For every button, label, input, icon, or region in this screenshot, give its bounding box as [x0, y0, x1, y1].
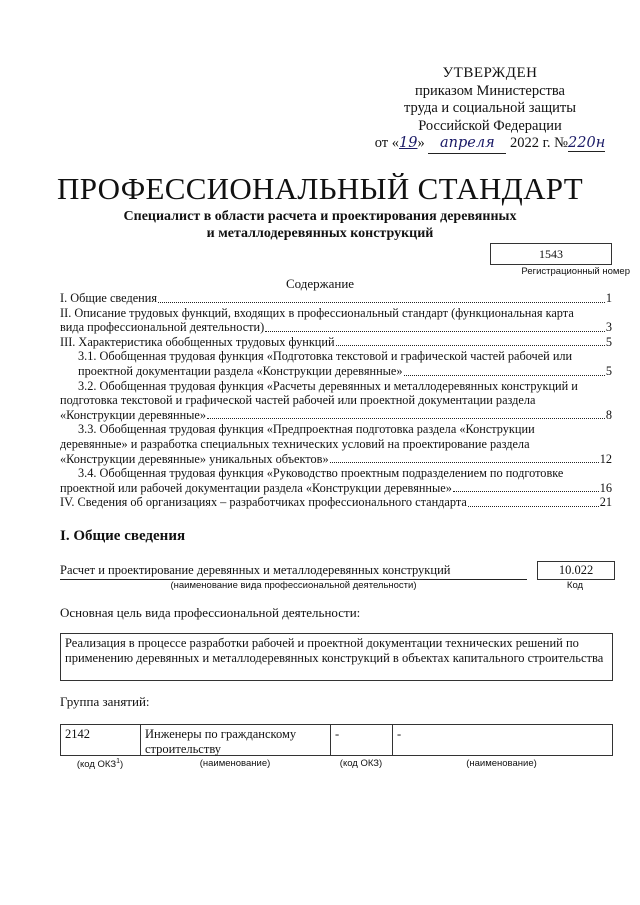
- activity-code-caption: Код: [566, 580, 584, 591]
- approval-line-ministry: труда и социальной защиты: [404, 100, 576, 116]
- toc-item-text-cont: проектной документации раздела «Конструкции деревянные»: [78, 363, 403, 378]
- activity-code-box: 10.022: [537, 561, 615, 580]
- toc-item-page: 8: [605, 407, 612, 422]
- toc-item-text-cont: проектной или рабочей документации раздела «Конструкции деревянные»: [60, 480, 452, 495]
- toc-heading: Содержание: [285, 276, 355, 291]
- subtitle-line-2: и металлодеревянных конструкций: [206, 226, 434, 241]
- toc-item-text: II. Описание трудовых функций, входящих в профессиональный стандарт (функциональная карта: [60, 305, 574, 320]
- document-title: ПРОФЕССИОНАЛЬНЫЙ СТАНДАРТ: [57, 171, 583, 206]
- toc-item-page: 21: [599, 495, 612, 510]
- section-heading: I. Общие сведения: [60, 528, 186, 544]
- activity-name-caption: (наименование вида профессиональной деятельности): [170, 580, 417, 591]
- toc-item-text: I. Общие сведения: [60, 291, 157, 305]
- group-label: Группа занятий:: [60, 694, 150, 709]
- approval-line-country: Российской Федерации: [418, 117, 562, 134]
- toc-item-text: IV. Сведения об организациях – разработчиках профессионального стандарта: [60, 495, 467, 510]
- toc-item-page: 12: [599, 451, 612, 466]
- toc-item-text-2: подготовка текстовой и графической частей рабочей или проектной документации раздела: [60, 393, 536, 408]
- toc-leader: [453, 491, 599, 492]
- toc-item-text: 3.4. Обобщенная трудовая функция «Руководство проектным подразделением по подготовке: [78, 466, 564, 481]
- toc-item-page: 16: [599, 480, 612, 495]
- approval-date-line: [370, 135, 610, 154]
- document-subtitle: [60, 208, 580, 242]
- caption-okz-code-1: [60, 758, 140, 770]
- approval-block: [370, 65, 610, 154]
- goal-label: Основная цель вида профессиональной деятельности:: [60, 605, 361, 620]
- toc-item-3-4: [60, 466, 612, 495]
- occupation-name-1: Инженеры по гражданскому строительству: [141, 725, 331, 755]
- registration-number-label: Регистрационный номер: [521, 266, 630, 277]
- date-mid: »: [417, 135, 425, 151]
- toc-item-3-1: [60, 349, 612, 378]
- toc-item-text-cont: вида профессиональной деятельности): [60, 320, 265, 335]
- date-day: 19: [399, 135, 418, 151]
- toc-item-page: 1: [605, 291, 612, 305]
- toc-item-text: III. Характеристика обобщенных трудовых функций: [60, 334, 335, 349]
- toc-item-text-cont: «Конструкции деревянные»: [60, 407, 207, 422]
- caption-text-end: ): [119, 759, 124, 771]
- caption-okz-code-2: (код ОКЗ): [339, 758, 383, 769]
- date-month: апреля: [428, 135, 506, 154]
- caption-text: (код ОКЗ: [76, 759, 117, 771]
- toc-item-3-2: [60, 379, 612, 423]
- okz-code-2: -: [331, 725, 393, 755]
- toc-leader: [330, 462, 599, 463]
- toc-item-page: 3: [605, 320, 612, 335]
- toc-leader: [468, 506, 599, 507]
- toc-item-page: 5: [605, 363, 612, 378]
- toc-item-2: [60, 306, 612, 335]
- approval-line-order: приказом Министерства: [415, 82, 565, 99]
- date-prefix: от «: [374, 135, 400, 151]
- table-of-contents: [60, 291, 612, 510]
- toc-leader: [207, 418, 605, 419]
- toc-item-3: [60, 335, 612, 350]
- occupation-name-2: -: [397, 727, 402, 741]
- okz-code-1: 2142: [61, 725, 141, 755]
- toc-leader: [336, 345, 605, 346]
- toc-item-text: 3.1. Обобщенная трудовая функция «Подготовка текстовой и графической частей рабочей или: [78, 349, 573, 364]
- toc-item-1: [60, 291, 612, 306]
- caption-occupation-name-1: (наименование): [199, 758, 271, 769]
- caption-occupation-name-2: (наименование): [466, 758, 537, 769]
- toc-item-text-2: деревянные» и разработка специальных технических условий на проектирование раздела: [60, 436, 530, 451]
- toc-item-text: 3.2. Обобщенная трудовая функция «Расчеты деревянных и металлодеревянных конструкций и: [78, 378, 578, 393]
- goal-box: [60, 633, 613, 681]
- toc-leader: [404, 375, 605, 376]
- registration-number-box: 1543: [490, 243, 612, 265]
- toc-leader: [158, 302, 605, 303]
- toc-item-page: 5: [605, 334, 612, 349]
- occupation-group-table: [60, 724, 613, 756]
- order-number: 220н: [568, 135, 606, 151]
- toc-item-4: [60, 495, 612, 510]
- goal-text: Реализация в процессе разработки рабочей и проектной документации технических решений по применению деревянных и металлодеревянных конструкций в объектах капитального строительства: [65, 636, 604, 665]
- toc-leader: [265, 331, 605, 332]
- subtitle-line-1: Специалист в области расчета и проектирования деревянных: [123, 209, 517, 224]
- toc-item-3-3: [60, 422, 612, 466]
- toc-item-text: 3.3. Обобщенная трудовая функция «Предпроектная подготовка раздела «Конструкции: [78, 422, 535, 437]
- activity-name: Расчет и проектирование деревянных и металлодеревянных конструкций: [60, 563, 527, 580]
- date-year: 2022 г. №: [509, 135, 569, 151]
- toc-item-text-cont: «Конструкции деревянные» уникальных объектов»: [60, 451, 329, 466]
- footnote-mark: 1: [116, 758, 120, 765]
- approval-title: УТВЕРЖДЕН: [442, 65, 538, 81]
